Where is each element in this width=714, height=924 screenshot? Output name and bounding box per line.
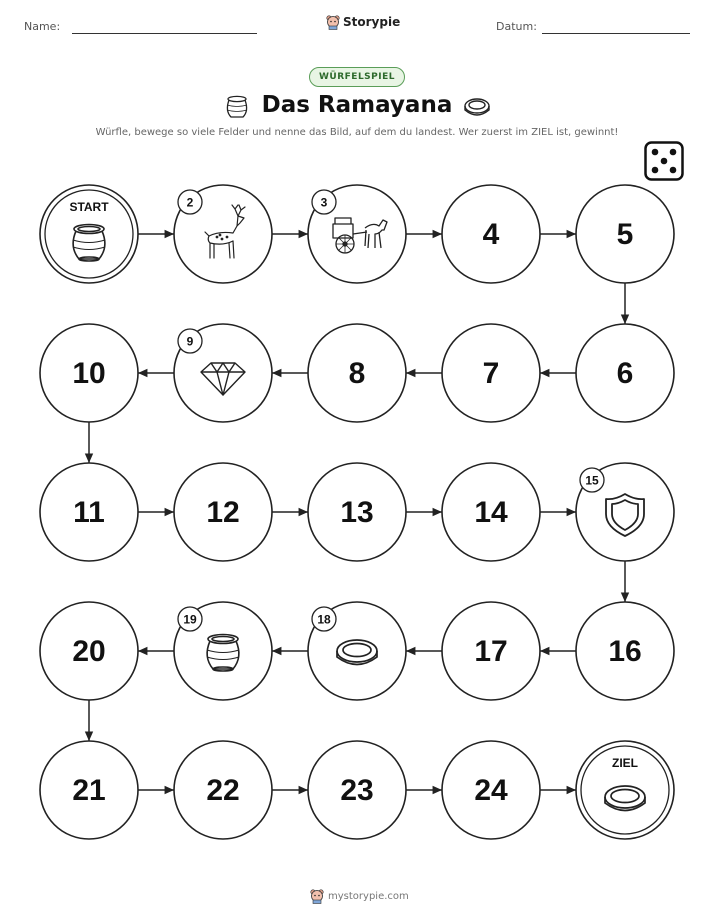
board-cell-12[interactable] <box>174 463 272 561</box>
board-cell-11[interactable] <box>40 463 138 561</box>
instructions: Würfle, bewege so viele Felder und nenne das Bild, auf dem du landest. Wer zuerst im ZIEL ist, gewinnt! <box>95 127 619 138</box>
cell-number: 3 <box>320 195 328 210</box>
brand-name: Storypie <box>343 15 401 29</box>
cell-number: 5 <box>616 218 634 251</box>
cell-number: 20 <box>72 635 106 668</box>
board-cell-15[interactable] <box>576 463 674 561</box>
cell-number: 16 <box>608 635 642 668</box>
game-type-badge: WÜRFELSPIEL <box>309 67 405 87</box>
board-cell-14[interactable] <box>442 463 540 561</box>
board-cell-16[interactable] <box>576 602 674 700</box>
board-cell-21[interactable] <box>40 741 138 839</box>
cell-number: 12 <box>206 496 240 529</box>
cell-number: 15 <box>585 473 599 488</box>
board-cell-7[interactable] <box>442 324 540 422</box>
board-cell-19[interactable] <box>174 602 272 700</box>
cell-number: 22 <box>206 774 240 807</box>
cell-number: 21 <box>72 774 106 807</box>
cell-number: 14 <box>474 496 508 529</box>
footer-url: mystorypie.com <box>328 890 409 902</box>
board-cell-20[interactable] <box>40 602 138 700</box>
page-title: Das Ramayana <box>261 92 453 118</box>
board-cell-23[interactable] <box>308 741 406 839</box>
date-label: Datum: <box>496 20 537 33</box>
cell-number: 6 <box>616 357 634 390</box>
cell-number: 4 <box>482 218 500 251</box>
cell-number: 13 <box>340 496 374 529</box>
cell-number: 24 <box>474 774 508 807</box>
goal-label: ZIEL <box>612 756 638 770</box>
cell-number: 2 <box>186 195 194 210</box>
board-cell-1[interactable] <box>40 185 138 283</box>
start-label: START <box>69 200 109 214</box>
cell-number: 10 <box>72 357 106 390</box>
board-cell-4[interactable] <box>442 185 540 283</box>
board-cell-10[interactable] <box>40 324 138 422</box>
cell-number: 8 <box>348 357 366 390</box>
board-cell-8[interactable] <box>308 324 406 422</box>
name-label: Name: <box>24 20 61 33</box>
cell-number: 11 <box>73 496 105 529</box>
board-cell-6[interactable] <box>576 324 674 422</box>
board-cell-17[interactable] <box>442 602 540 700</box>
cell-number: 23 <box>340 774 374 807</box>
board-cell-22[interactable] <box>174 741 272 839</box>
cell-number: 17 <box>474 635 508 668</box>
cell-number: 9 <box>186 334 194 349</box>
board-cell-24[interactable] <box>442 741 540 839</box>
board-cell-9[interactable] <box>174 324 272 422</box>
board-cell-3[interactable] <box>308 185 406 283</box>
footer <box>310 888 409 904</box>
cell-number: 19 <box>183 612 197 627</box>
board-cell-2[interactable] <box>174 185 272 283</box>
cell-number: 18 <box>317 612 331 627</box>
storypie-mascot-icon <box>310 888 324 904</box>
board-cell-5[interactable] <box>576 185 674 283</box>
board-cell-13[interactable] <box>308 463 406 561</box>
board-cell-25[interactable] <box>576 741 674 839</box>
cell-number: 7 <box>482 357 500 390</box>
board-cell-18[interactable] <box>308 602 406 700</box>
